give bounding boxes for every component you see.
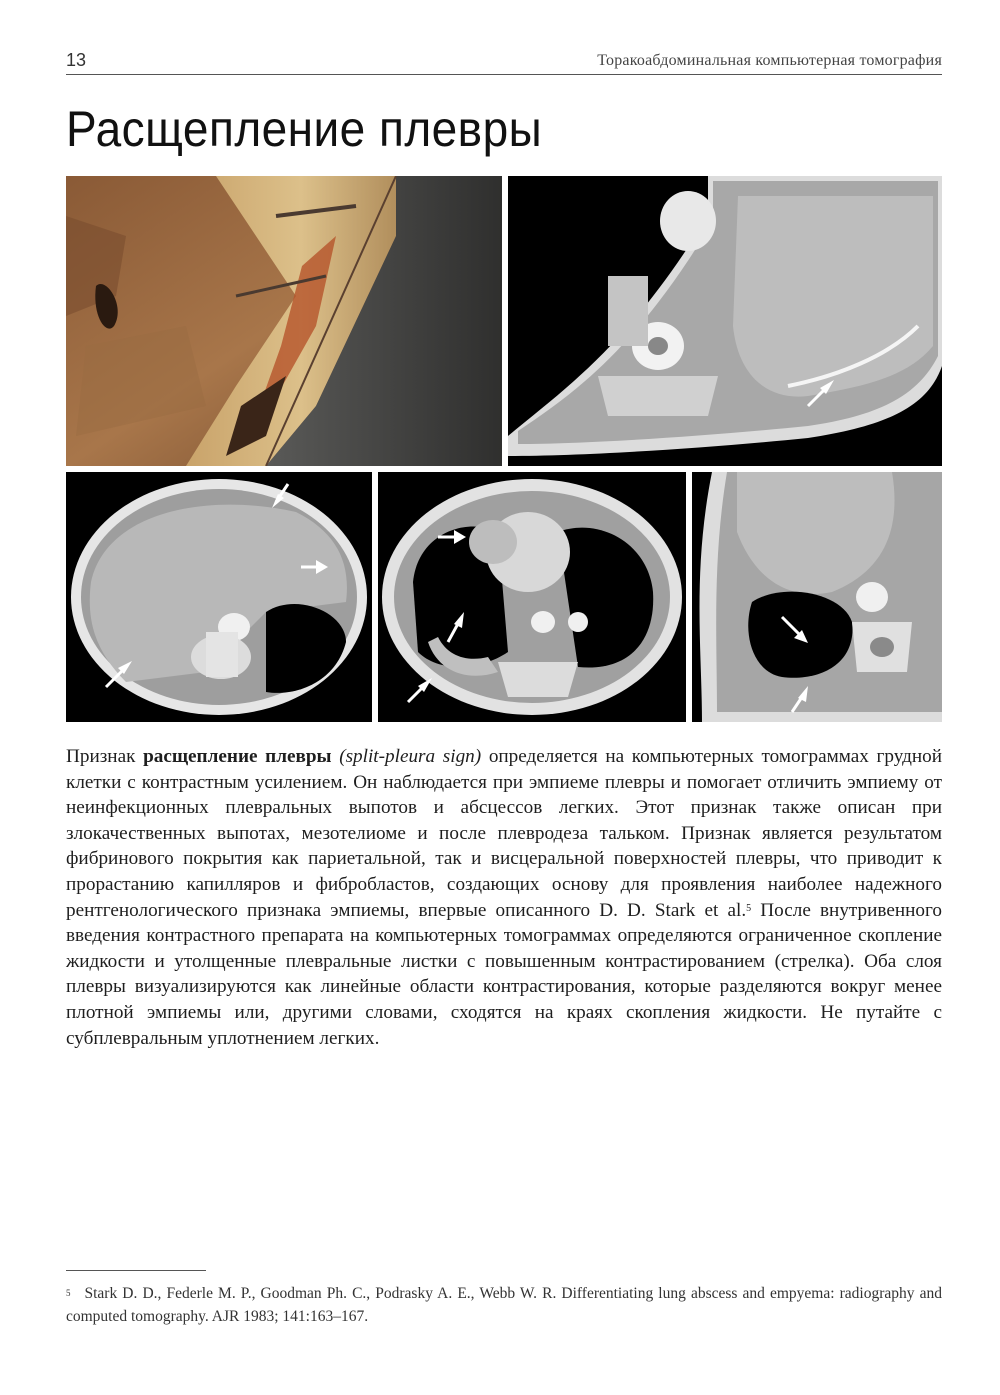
ct-scan-bottom-left	[66, 472, 372, 722]
header-divider	[66, 74, 942, 75]
body-text-part2: После внутривенного введения контрастного препарата на компьютерных томограммах определяются ограниченное скопление жидкости и утолщенные плевральные листки с повышенным контрастированием (стрелка). Оба слоя плевры визуализируются как линейные области контрастирования, которые разделяются вокруг менее плотной эмпиемы или, другими словами, сходятся на краях скопления жидкости. Не путайте с субплевральным уплотнением легких.	[66, 899, 942, 1049]
body-paragraph	[66, 744, 942, 1051]
ct-scan-bottom-right	[692, 472, 942, 722]
footnote-text: Stark D. D., Federle M. P., Goodman Ph. C., Podrasky A. E., Webb W. R. Differentiating lung abscess and empyema: radiography and computed tomography. AJR 1983; 141:163–167.	[66, 1285, 942, 1325]
footnote-mark: 5	[66, 1288, 71, 1298]
running-title: Торакоабдоминальная компьютерная томография	[597, 52, 942, 69]
ct-scan-bottom-middle	[378, 472, 686, 722]
page-title: Расщепление плевры	[66, 101, 543, 157]
split-log-photo	[66, 176, 502, 466]
body-text-part1: определяется на компьютерных томограммах грудной клетки с контрастным усилением. Он наблюдается при эмпиеме плевры и помогает отличить эмпиему от неинфекционных плевральных выпотов и абсцессов легких. Этот признак также описан при злокачественных выпотах, мезотелиоме и после плевродеза тальком. Признак является результатом фибринового покрытия как париетальной, так и висцеральной поверхностей плевры, что приводит к прорастанию капилляров и фибробластов, создающих основу для проявления наиболее надежного рентгенологического признака эмпиемы, впервые описанного D. D. Stark et al.	[66, 746, 942, 921]
footnote	[66, 1282, 942, 1328]
footnote-divider	[66, 1270, 206, 1271]
term-english: (split-pleura sign)	[339, 746, 482, 767]
term-bold: расщепление плевры	[143, 746, 332, 767]
body-intro: Признак	[66, 746, 144, 767]
ct-scan-top-right	[508, 176, 942, 466]
page-number: 13	[66, 50, 87, 70]
reference-mark: 5	[746, 902, 752, 914]
